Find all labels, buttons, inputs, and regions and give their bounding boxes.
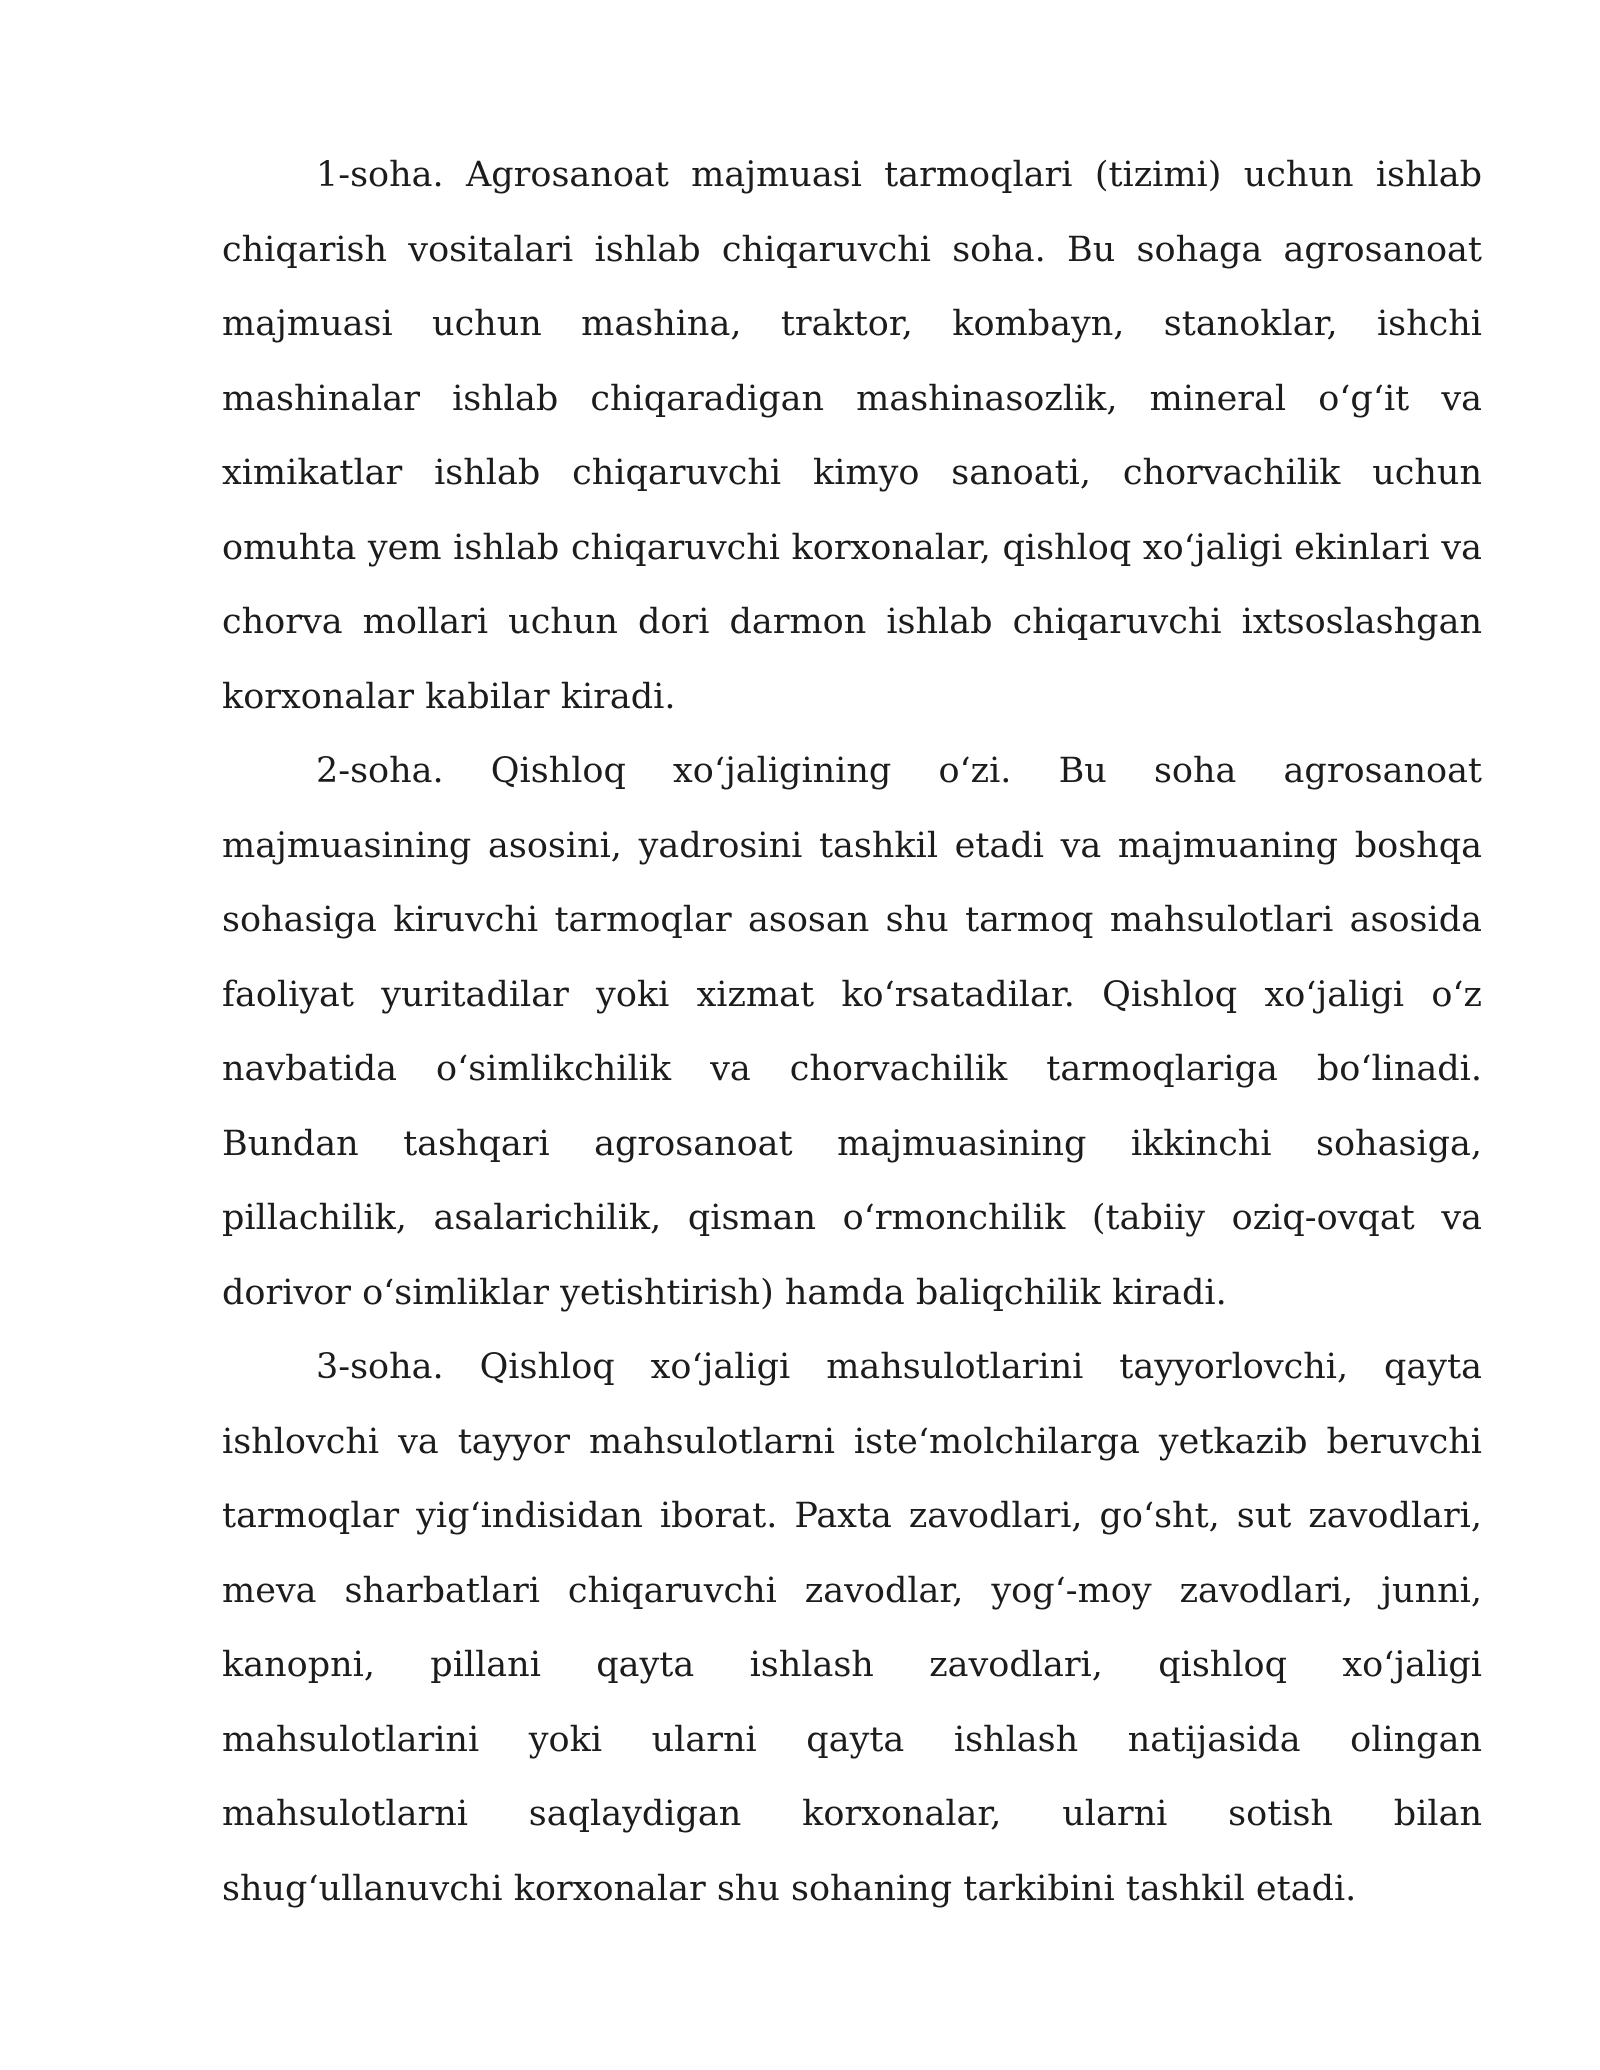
paragraph-soha-2: 2-soha. Qishloq xo‘jaligining o‘zi. Bu soha agrosanoat majmuasining asosini, yadrosini tashkil etadi va majmuaning boshqa sohasiga kiruvchi tarmoqlar asosan shu tarmoq mahsulotlari asosida faoliyat yuritadilar yoki xizmat ko‘rsatadilar. Qishloq xo‘jaligi o‘z navbatida o‘simlikchilik va chorvachilik tarmoqlariga bo‘linadi. Bundan tashqari agrosanoat majmuasining ikkinchi sohasiga, pillachilik, asalarichilik, qisman o‘rmonchilik (tabiiy oziq-ovqat va dorivor o‘simliklar yetishtirish) hamda baliqchilik kiradi. xyxy=(222,751,1482,1313)
paragraph-soha-3: 3-soha. Qishloq xo‘jaligi mahsulotlarini tayyorlovchi, qayta ishlovchi va tayyor mahsulotlarni iste‘molchilarga yetkazib beruvchi tarmoqlar yig‘indisidan iborat. Paxta zavodlari, go‘sht, sut zavodlari, meva sharbatlari chiqaruvchi zavodlar, yog‘-moy zavodlari, junni, kanopni, pillani qayta ishlash zavodlari, qishloq xo‘jaligi mahsulotlarini yoki ularni qayta ishlash natijasida olingan mahsulotlarni saqlaydigan korxonalar, ularni sotish bilan shug‘ullanuvchi korxonalar shu sohaning tarkibini tashkil etadi. xyxy=(222,1347,1482,1909)
document-page xyxy=(222,138,1482,1926)
paragraph-soha-1: 1-soha. Agrosanoat majmuasi tarmoqlari (tizimi) uchun ishlab chiqarish vositalari ishlab chiqaruvchi soha. Bu sohaga agrosanoat majmuasi uchun mashina, traktor, kombayn, stanoklar, ishchi mashinalar ishlab chiqaradigan mashinasozlik, mineral o‘g‘it va ximikatlar ishlab chiqaruvchi kimyo sanoati, chorvachilik uchun omuhta yem ishlab chiqaruvchi korxonalar, qishloq xo‘jaligi ekinlari va chorva mollari uchun dori darmon ishlab chiqaruvchi ixtsoslashgan korxonalar kabilar kiradi. xyxy=(222,155,1482,717)
